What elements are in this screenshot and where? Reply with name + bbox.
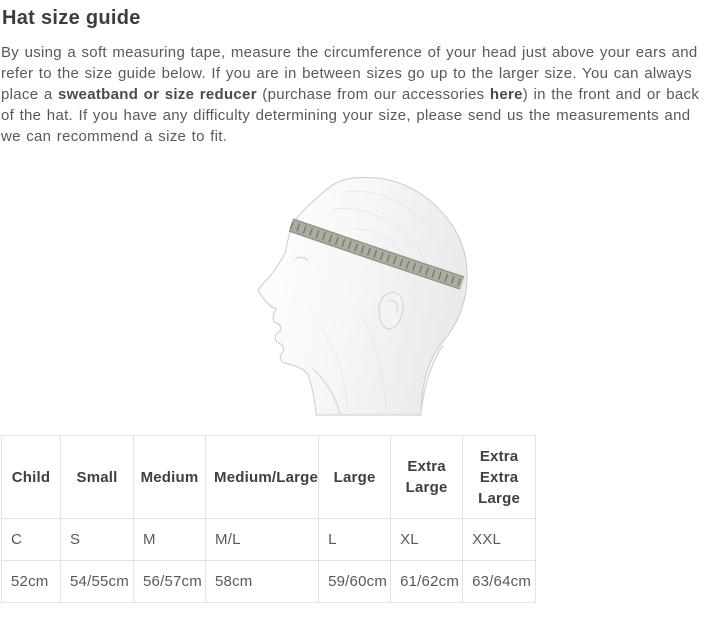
measurement-cell: 56/57cm xyxy=(134,561,206,603)
accessories-link[interactable]: here xyxy=(489,86,523,103)
measurement-cell: 52cm xyxy=(2,561,61,603)
size-code-cell: L xyxy=(319,519,391,561)
size-table xyxy=(1,435,536,603)
measurement-cell: 59/60cm xyxy=(319,561,391,603)
intro-text-2: (purchase from our accessories xyxy=(256,86,490,103)
size-code-cell: XL xyxy=(391,519,463,561)
size-code-cell: M xyxy=(134,519,206,561)
column-header-medium: Medium xyxy=(134,436,206,519)
size-code-cell: M/L xyxy=(206,519,319,561)
intro-paragraph xyxy=(1,42,713,147)
measurement-cell: 58cm xyxy=(206,561,319,603)
size-code-cell: S xyxy=(61,519,134,561)
measurement-cell: 63/64cm xyxy=(463,561,536,603)
size-code-cell: C xyxy=(2,519,61,561)
mannequin-head-image xyxy=(243,167,483,417)
size-code-cell: XXL xyxy=(463,519,536,561)
column-header-extra-large: Extra Large xyxy=(391,436,463,519)
mannequin-head-figure xyxy=(243,167,483,417)
measurement-cell: 61/62cm xyxy=(391,561,463,603)
column-header-medium-large: Medium/Large xyxy=(206,436,319,519)
intro-text-3: ) in the front and or back of the hat. If you have any difficulty determining your size, please send us the measurements and we can recommend a size to fit. xyxy=(1,86,700,145)
intro-text-1: By using a soft measuring tape, measure the circumference of your head just above your ears and refer to the size guide below. If you are in between sizes go up to the larger size. You can always place a xyxy=(1,44,698,103)
size-code-row xyxy=(2,519,536,561)
head-outline xyxy=(258,177,467,415)
page-title: Hat size guide xyxy=(2,7,141,29)
column-header-large: Large xyxy=(319,436,391,519)
measurement-row xyxy=(2,561,536,603)
size-table-header-row xyxy=(2,436,536,519)
column-header-child: Child xyxy=(2,436,61,519)
measurement-cell: 54/55cm xyxy=(61,561,134,603)
intro-bold-phrase: sweatband or size reducer xyxy=(57,86,257,103)
column-header-small: Small xyxy=(61,436,134,519)
column-header-extra-extra-large: Extra Extra Large xyxy=(463,436,536,519)
